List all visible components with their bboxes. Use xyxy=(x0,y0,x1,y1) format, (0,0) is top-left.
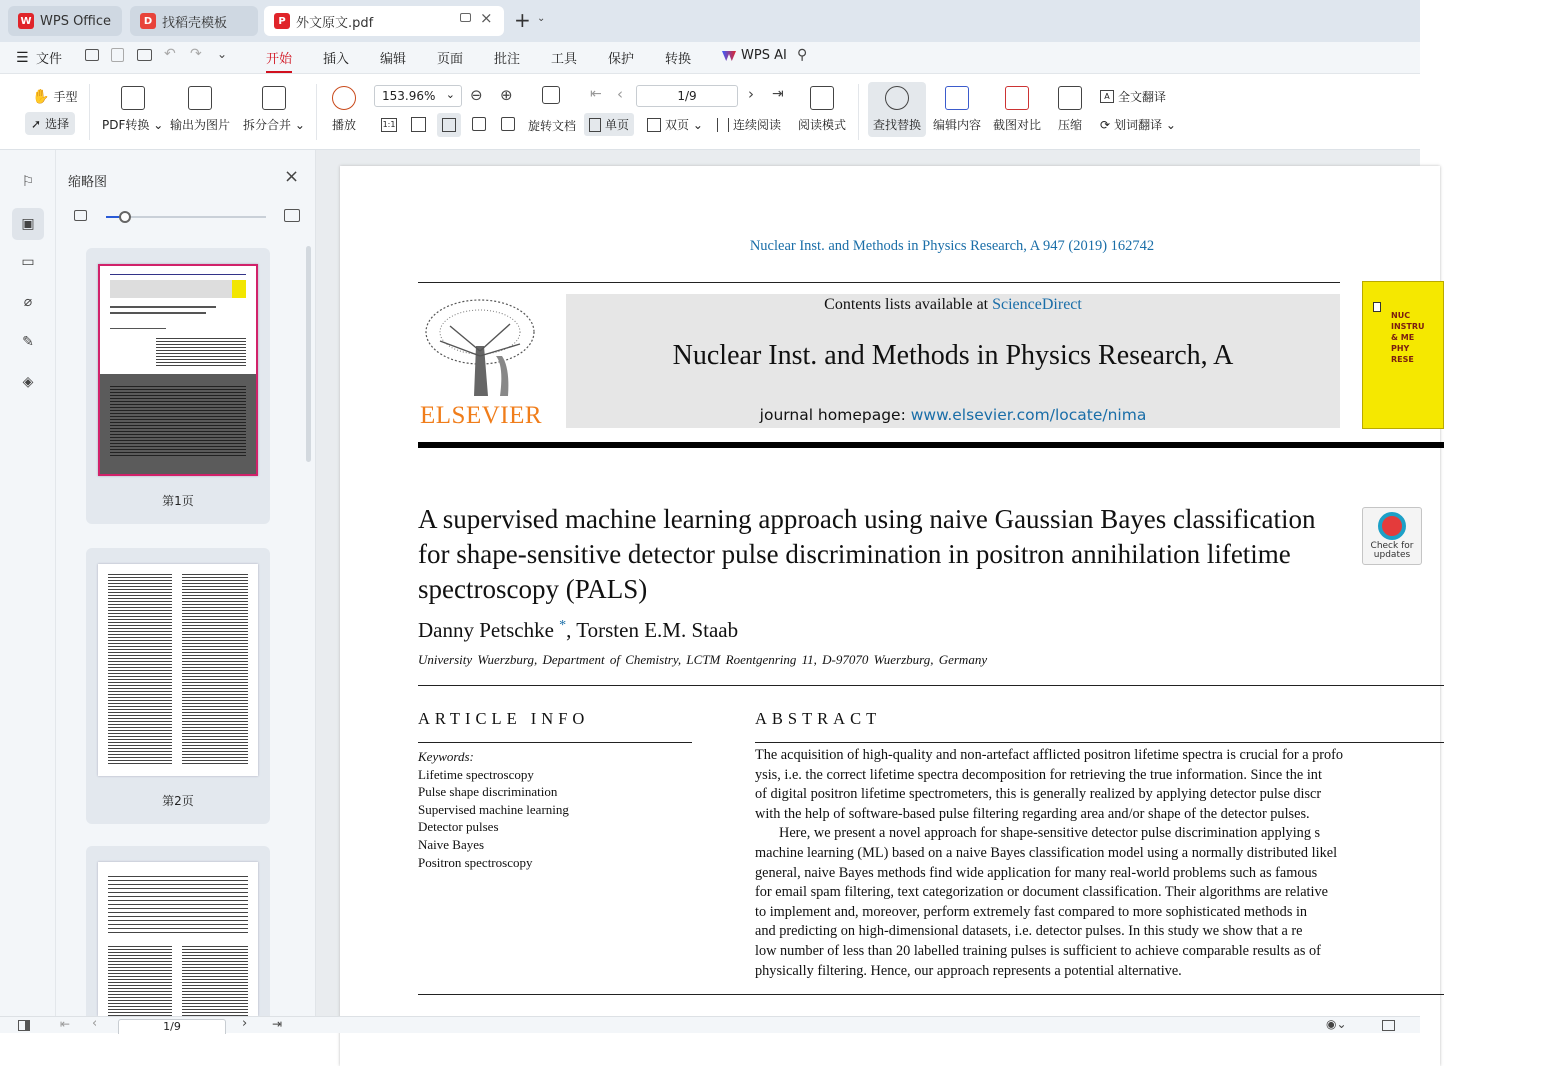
cover-line: RESE xyxy=(1391,355,1414,364)
single-page-icon xyxy=(589,118,601,132)
menu-convert[interactable]: 转换 xyxy=(665,52,692,67)
menu-page[interactable]: 页面 xyxy=(437,52,464,67)
close-panel-icon[interactable]: × xyxy=(284,166,300,187)
double-page-label: 双页 xyxy=(665,118,690,132)
cover-line: INSTRU xyxy=(1391,322,1425,331)
author-2[interactable]: , Torsten E.M. Staab xyxy=(566,618,739,642)
split-merge-icon xyxy=(262,86,286,110)
translate-icon: A xyxy=(1100,90,1114,103)
pdf-icon: P xyxy=(274,13,290,29)
menu-file[interactable]: 文件 xyxy=(36,52,63,67)
document-viewer[interactable] xyxy=(316,150,1425,1016)
check-updates-label: Check for updates xyxy=(1370,541,1414,560)
rotate-document-button[interactable]: 旋转文档 xyxy=(528,119,577,133)
hand-icon: ✋ xyxy=(32,88,50,105)
journal-citation[interactable]: Nuclear Inst. and Methods in Physics Research, A 947 (2019) 162742 xyxy=(749,238,1155,254)
cover-line: PHY xyxy=(1391,344,1410,353)
journal-header-box xyxy=(566,294,1340,428)
article-info-rule xyxy=(418,742,692,743)
screenshot-compare-icon xyxy=(1005,86,1029,110)
cover-line: NUC xyxy=(1391,311,1411,320)
homepage-link[interactable]: www.elsevier.com/locate/nima xyxy=(910,406,1147,424)
keywords-label: Keywords: xyxy=(418,749,474,764)
save-icon[interactable] xyxy=(111,48,124,62)
screenshot-compare-label: 截图对比 xyxy=(993,118,1042,132)
window-mode-icon[interactable] xyxy=(460,13,471,22)
thumbnail-page-2[interactable] xyxy=(86,548,270,824)
search-icon[interactable]: ⚲ xyxy=(797,47,808,63)
thumbnail-image xyxy=(98,264,258,476)
fit-page-icon[interactable] xyxy=(411,117,426,132)
keyword: Positron spectroscopy xyxy=(418,854,533,870)
rotate-icon[interactable] xyxy=(542,86,560,104)
layout-icon[interactable] xyxy=(1382,1020,1395,1031)
find-replace-button[interactable] xyxy=(868,82,926,137)
hand-label: 手型 xyxy=(53,90,78,104)
hand-tool-button[interactable] xyxy=(32,88,77,105)
edit-content-button[interactable] xyxy=(933,86,981,133)
wps-ai-icon xyxy=(722,51,736,61)
keyword: Supervised machine learning xyxy=(418,801,569,817)
keyword: Pulse shape discrimination xyxy=(418,784,558,800)
tab-bar xyxy=(0,0,1420,42)
fit-width-button[interactable] xyxy=(437,113,461,137)
zoom-out-icon[interactable]: ⊖ xyxy=(470,86,483,104)
journal-name: Nuclear Inst. and Methods in Physics Research, A xyxy=(672,340,1234,371)
redo-icon[interactable]: ↷ xyxy=(190,46,202,62)
pdf-convert-icon xyxy=(121,86,145,110)
abstract-text xyxy=(755,746,1445,981)
single-page-label: 单页 xyxy=(605,118,630,132)
section-rule xyxy=(418,685,1444,686)
cursor-arrow-icon: ➚ xyxy=(31,116,42,131)
toolbar-divider xyxy=(316,84,317,140)
undo-icon[interactable]: ↶ xyxy=(164,46,176,62)
first-page-icon[interactable]: ⇤ xyxy=(590,86,602,102)
menu-protect[interactable]: 保护 xyxy=(608,52,635,67)
abstract-line: with the help of software-based pulse filtering regarding area and/or shape of the detector pulses. xyxy=(755,805,1310,822)
abstract-line: of digital positron lifetime spectrometers, this is generally realized by applying detector pulse discr xyxy=(755,786,1322,803)
hamburger-icon[interactable]: ☰ xyxy=(16,50,29,66)
page-number-input[interactable]: 1/9 xyxy=(636,85,738,107)
rotate-right-icon[interactable] xyxy=(501,117,515,131)
thumbnail-label: 第2页 xyxy=(162,794,194,808)
magnifier-icon xyxy=(885,86,909,110)
select-label: 选择 xyxy=(45,117,70,131)
edit-content-label: 编辑内容 xyxy=(933,118,982,132)
left-icon-rail xyxy=(0,150,56,1016)
menu-wps-ai[interactable]: WPS AI xyxy=(741,48,787,63)
thumbnail-size-slider[interactable] xyxy=(106,216,266,218)
bookmark-icon[interactable]: ⚐ xyxy=(21,174,35,190)
header-rule xyxy=(418,282,1340,283)
export-image-icon xyxy=(188,86,212,110)
compress-icon xyxy=(1058,86,1082,110)
abstract-line: ysis, i.e. the correct lifetime spectra decomposition for retrieving the true information. Since the int xyxy=(755,766,1322,783)
sciencedirect-link[interactable]: ScienceDirect xyxy=(992,296,1082,313)
thumbnail-panel-title: 缩略图 xyxy=(68,175,108,190)
layers-icon[interactable]: ◈ xyxy=(22,374,34,390)
next-page-icon[interactable]: › xyxy=(242,1016,248,1031)
author-1[interactable]: Danny Petschke xyxy=(418,618,560,642)
status-page-input[interactable]: 1/9 xyxy=(118,1019,226,1034)
journal-cover-image xyxy=(1362,281,1444,429)
export-image-label: 输出为图片 xyxy=(170,118,231,132)
toolbar-divider xyxy=(858,84,859,140)
compress-button[interactable] xyxy=(1058,86,1082,133)
homepage-line xyxy=(566,406,1340,424)
continuous-icon xyxy=(717,118,729,132)
zoom-in-icon[interactable]: ⊕ xyxy=(500,86,513,104)
pdf-convert-label: PDF转换 xyxy=(102,118,150,132)
abstract-line: and predicting on high-dimensional datasets, i.e. detector pulses. In this study we show that a re xyxy=(755,923,1303,940)
menu-annotate[interactable]: 批注 xyxy=(494,52,521,67)
tab-docer-template[interactable] xyxy=(130,6,258,36)
menu-bar xyxy=(0,42,1420,74)
elsevier-wordmark: ELSEVIER xyxy=(420,402,543,429)
keyword: Naive Bayes xyxy=(418,836,485,852)
thumbnail-page-1[interactable] xyxy=(86,248,270,524)
zoom-value: 153.96% xyxy=(382,89,436,103)
thick-header-rule xyxy=(418,442,1444,448)
prev-page-icon[interactable]: ‹ xyxy=(92,1016,98,1031)
status-bar xyxy=(0,1016,1420,1033)
toolbar-divider xyxy=(89,84,90,140)
find-replace-label: 查找替换 xyxy=(873,118,922,132)
split-merge-label: 拆分合并 xyxy=(243,118,292,132)
slider-handle[interactable] xyxy=(119,211,131,223)
zoom-select[interactable] xyxy=(374,85,462,107)
homepage-prefix: journal homepage: xyxy=(759,406,911,424)
keywords-block xyxy=(418,748,569,871)
chevron-down-icon: ⌄ xyxy=(445,88,455,101)
last-page-icon[interactable]: ⇥ xyxy=(272,1017,283,1031)
comment-icon[interactable]: ▭ xyxy=(21,254,35,270)
abstract-heading: ABSTRACT xyxy=(755,709,882,728)
check-updates-icon xyxy=(1378,512,1406,540)
last-page-icon[interactable]: ⇥ xyxy=(772,86,784,102)
tab-list-chevron-icon[interactable]: ⌄ xyxy=(537,13,546,24)
small-thumbnail-icon[interactable] xyxy=(74,210,87,221)
abstract-line: low number of less than 20 labelled training pulses is sufficient to achieve comparable results as of xyxy=(755,942,1321,959)
double-page-icon xyxy=(647,118,661,132)
contents-prefix: Contents lists available at xyxy=(824,296,993,313)
thumbnail-label: 第1页 xyxy=(162,494,194,508)
single-page-button[interactable] xyxy=(584,113,634,136)
thumbnail-scrollbar[interactable] xyxy=(306,246,311,462)
export-image-button[interactable] xyxy=(170,86,230,133)
quick-access-chevron-icon[interactable]: ⌄ xyxy=(217,47,228,61)
thumbnail-panel xyxy=(56,150,316,1016)
close-tab-icon[interactable]: × xyxy=(480,9,493,27)
abstract-line: physically filtering. Hence, our approach represents a potential alternative. xyxy=(755,962,1182,979)
print-icon[interactable] xyxy=(137,49,152,61)
actual-size-icon[interactable]: 1:1 xyxy=(381,118,397,132)
elsevier-tree-logo xyxy=(420,296,543,430)
tab-label: WPS Office xyxy=(40,13,112,29)
paper-title: A supervised machine learning approach using naive Gaussian Bayes classification for shape-sensitive detector pulse discrimination in positron annihilation lifetime spectroscopy (PALS) xyxy=(418,504,1316,604)
open-folder-icon[interactable] xyxy=(85,49,99,61)
keyword: Lifetime spectroscopy xyxy=(418,766,534,782)
abstract-line: to implement and, moreover, perform extremely fast compared to more sophisticated methods in xyxy=(755,903,1308,920)
contents-line xyxy=(566,296,1340,314)
affiliation: University Wuerzburg, Department of Chemistry, LCTM Roentgenring 11, D-97070 Wuerzburg, Germany xyxy=(418,652,988,667)
abstract-line: machine learning (ML) based on a naive Bayes classification model using a normally distributed likel xyxy=(755,844,1338,861)
tab-label: 找稻壳模板 xyxy=(162,15,228,31)
split-merge-button[interactable]: 拆分合并 ⌄ xyxy=(243,86,305,133)
article-info-heading: ARTICLE INFO xyxy=(418,709,590,728)
compress-label: 压缩 xyxy=(1058,118,1083,132)
pdf-page xyxy=(340,166,1440,1066)
double-page-button[interactable]: 双页 ⌄ xyxy=(647,116,703,133)
play-label: 播放 xyxy=(332,118,357,132)
word-translate-button[interactable]: ⟳ 划词翻译 ⌄ xyxy=(1100,117,1176,132)
tab-wps-office[interactable] xyxy=(8,6,122,36)
play-button[interactable] xyxy=(332,86,356,133)
edit-content-icon xyxy=(945,86,969,110)
eye-protection-icon[interactable]: ◉⌄ xyxy=(1326,1017,1347,1031)
abstract-line: general, naive Bayes methods find wide application for many real-world problems such as famous xyxy=(755,864,1318,881)
screenshot-compare-button[interactable] xyxy=(993,86,1041,133)
tab-pdf-document[interactable] xyxy=(264,6,504,36)
pdf-convert-button[interactable]: PDF转换 ⌄ xyxy=(102,86,163,133)
full-translate-label: 全文翻译 xyxy=(1118,90,1167,104)
word-translate-label: 划词翻译 xyxy=(1114,118,1163,132)
thumbnail-panel-icon[interactable]: ▣ xyxy=(12,208,44,240)
thumbnail-page-3[interactable] xyxy=(86,846,270,1016)
keyword: Detector pulses xyxy=(418,819,499,835)
select-tool-button[interactable] xyxy=(25,112,75,135)
word-translate-icon: ⟳ xyxy=(1100,117,1111,132)
menu-insert[interactable]: 插入 xyxy=(323,52,350,67)
ribbon-toolbar xyxy=(0,74,1420,150)
book-icon xyxy=(810,86,834,110)
thumbnail-image xyxy=(98,564,258,776)
menu-start[interactable]: 开始 xyxy=(266,48,292,67)
abstract-line: Here, we present a novel approach for shape-sensitive detector pulse discrimination applying s xyxy=(779,825,1321,842)
play-icon xyxy=(332,86,356,110)
abstract-rule xyxy=(755,742,1444,743)
prev-page-icon[interactable]: ‹ xyxy=(617,85,623,103)
rotate-left-icon[interactable] xyxy=(472,117,486,131)
read-mode-button[interactable] xyxy=(798,86,846,133)
abstract-line: for email spam filtering, text categorization or document classification. Their algorithms are relative xyxy=(755,884,1328,901)
read-mode-label: 阅读模式 xyxy=(798,118,847,132)
thumbnail-image xyxy=(98,862,258,1016)
authors xyxy=(418,618,738,643)
check-for-updates-badge[interactable] xyxy=(1362,507,1422,565)
continuous-read-button[interactable] xyxy=(717,116,781,133)
toggle-sidebar-icon[interactable] xyxy=(18,1020,30,1031)
full-translate-button[interactable] xyxy=(1100,88,1166,105)
abstract-line: The acquisition of high-quality and non-artefact afflicted positron lifetime spectra is crucial for a profo xyxy=(755,747,1344,763)
corresponding-author-mark[interactable]: * xyxy=(559,618,567,633)
wps-logo-icon: W xyxy=(18,13,34,29)
first-page-icon[interactable]: ⇤ xyxy=(60,1017,71,1031)
cover-line: & ME xyxy=(1391,333,1415,342)
docer-icon: D xyxy=(140,13,156,29)
menu-edit[interactable]: 编辑 xyxy=(380,52,407,67)
continuous-label: 连续阅读 xyxy=(733,118,782,132)
new-tab-icon[interactable]: + xyxy=(514,8,531,32)
next-page-icon[interactable]: › xyxy=(748,85,754,103)
large-thumbnail-icon[interactable] xyxy=(284,209,300,222)
signature-icon[interactable]: ✎ xyxy=(22,334,34,350)
tab-label: 外文原文.pdf xyxy=(296,15,374,31)
bottom-rule xyxy=(418,994,1444,995)
attachment-icon[interactable]: ⌀ xyxy=(23,294,33,310)
menu-tools[interactable]: 工具 xyxy=(551,52,578,67)
